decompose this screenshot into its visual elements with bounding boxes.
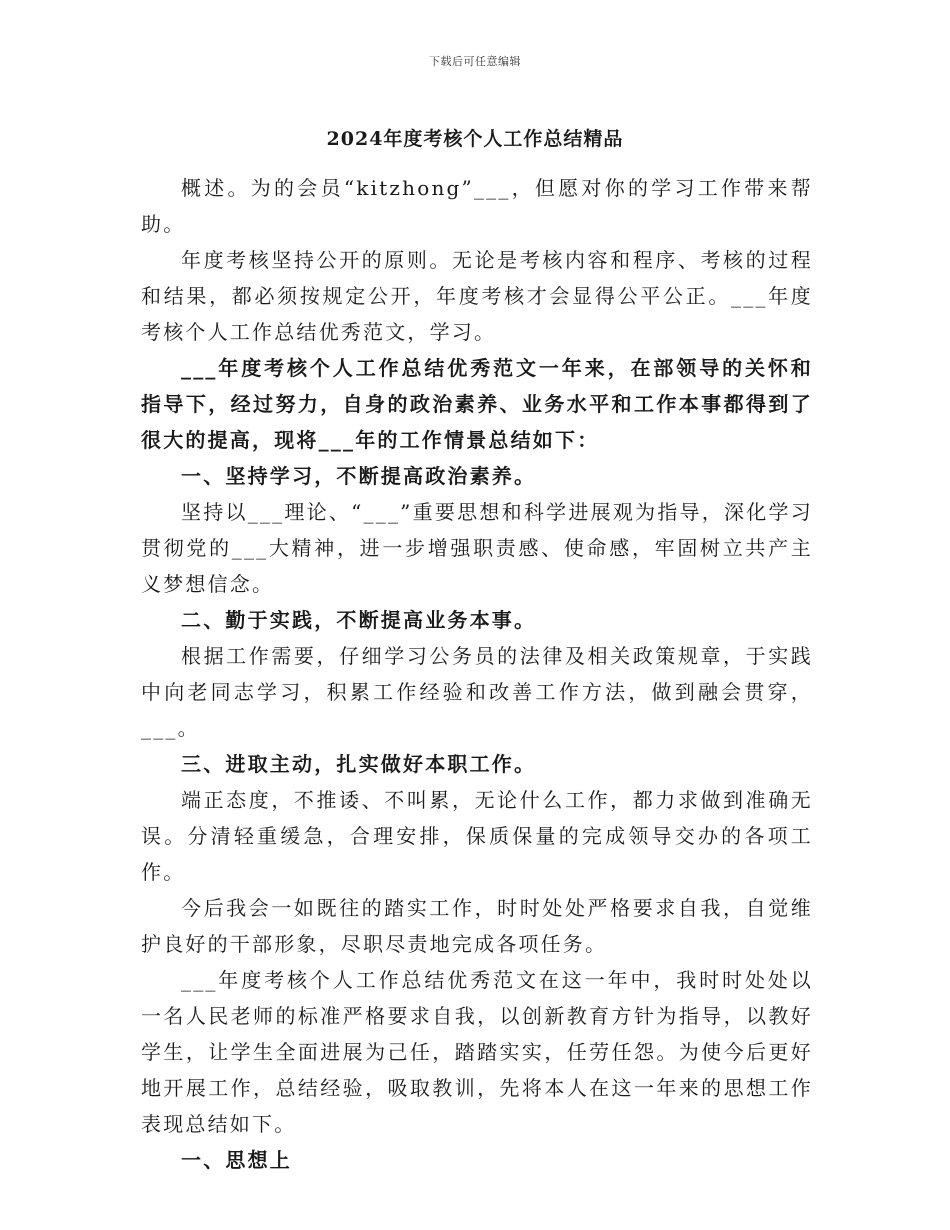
section-heading-1: 一、坚持学习，不断提高政治素养。 [181,464,537,488]
paragraph-summary-lead: ___年度考核个人工作总结优秀范文一年来，在部领导的关怀和指导下，经过努力，自身的政治素养、业务水平和工作本事都得到了很大的提高，现将___年的工作情景总结如下： [141,356,813,452]
paragraph-principle: 年度考核坚持公开的原则。无论是考核内容和程序、考核的过程和结果，都必须按规定公开，年度考核才会显得公平公正。___年度考核个人工作总结优秀范文，学习。 [141,248,813,344]
document-body [141,170,813,1178]
section-heading-thought: 一、思想上 [181,1148,292,1172]
paragraph-section-2: 根据工作需要，仔细学习公务员的法律及相关政策规章，于实践中向老同志学习，积累工作经验和改善工作方法，做到融会贯穿，___。 [141,644,813,740]
section-heading-3: 三、进取主动，扎实做好本职工作。 [181,752,537,776]
paragraph-section-3: 端正态度，不推诿、不叫累，无论什么工作，都力求做到准确无误。分清轻重缓急，合理安排，保质保量的完成领导交办的各项工作。 [141,788,813,884]
paragraph-teacher-summary: ___年度考核个人工作总结优秀范文在这一年中，我时时处处以一名人民老师的标准严格要求自我，以创新教育方针为指导，以教好学生，让学生全面进展为己任，踏踏实实，任劳任怨。为使今后更好地开展工作，总结经验，吸取教训，先将本人在这一年来的思想工作表现总结如下。 [141,968,813,1136]
document-title: 2024年度考核个人工作总结精品 [326,128,624,150]
page-header-note: 下载后可任意编辑 [429,55,521,68]
paragraph-section-1: 坚持以___理论、“___”重要思想和科学进展观为指导，深化学习贯彻党的___大精神，进一步增强职责感、使命感，牢固树立共产主义梦想信念。 [141,500,813,596]
section-heading-2: 二、勤于实践，不断提高业务本事。 [181,608,537,632]
paragraph-future: 今后我会一如既往的踏实工作，时时处处严格要求自我，自觉维护良好的干部形象，尽职尽责地完成各项任务。 [141,896,813,956]
paragraph-intro: 概述。为的会员“kitzhong”___，但愿对你的学习工作带来帮助。 [141,176,813,236]
